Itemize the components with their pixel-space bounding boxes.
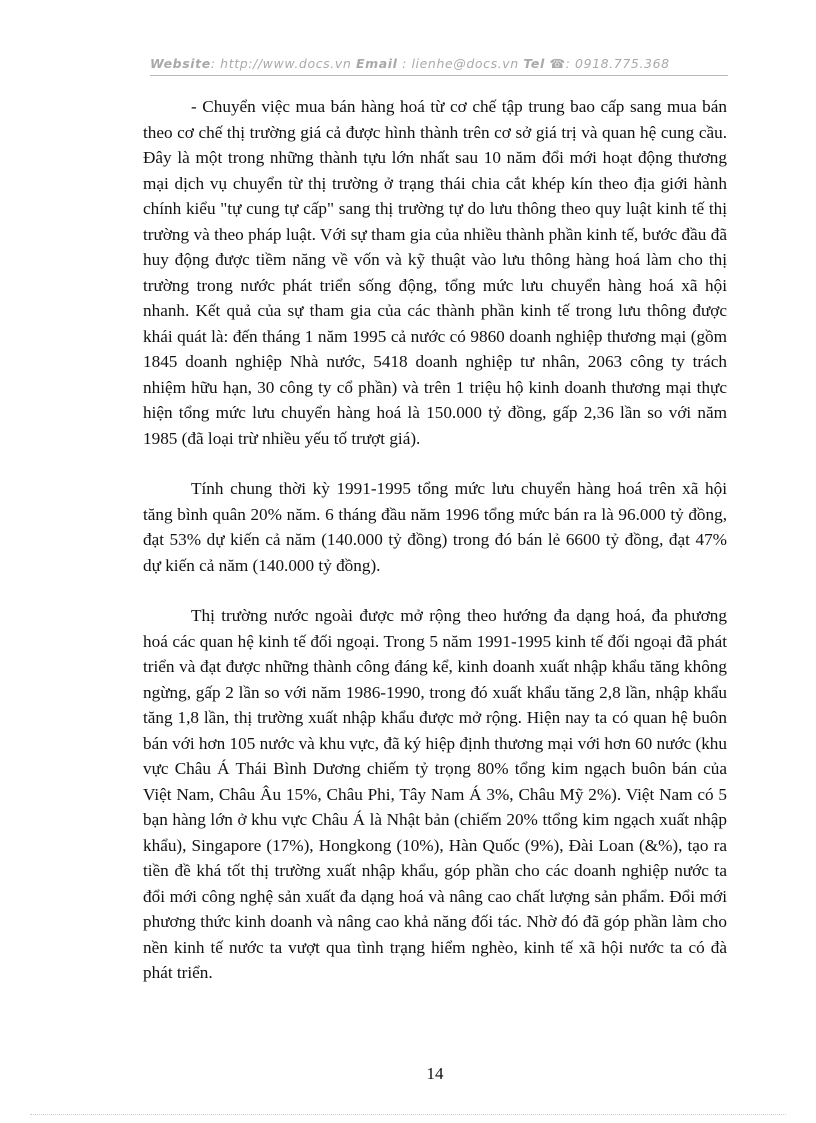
paragraph-trade-mechanism: - Chuyển việc mua bán hàng hoá từ cơ chế tập trung bao cấp sang mua bán theo cơ chế thị trường giá cả được hình thành trên cơ sở giá trị và quan hệ cung cầu. Đây là một trong những thành tựu lớn nhất sau 10 năm đổi mới hoạt động thương mại dịch vụ chuyển từ thị trường ở trạng thái chia cắt khép kín theo địa giới hành chính kiểu "tự cung tự cấp" sang thị trường tự do lưu thông theo quy luật kinh tế thị trường và theo pháp luật. Với sự tham gia của nhiều thành phần kinh tế, bước đầu đã huy động được tiềm năng về vốn và kỹ thuật vào lưu thông hàng hoá làm cho thị trường trong nước phát triển sống động, tổng mức lưu chuyển hàng hoá xã hội nhanh. Kết quả của sự tham gia của các thành phần kinh tế trong lưu thông được khái quát là: đến tháng 1 năm 1995 cả nước có 9860 doanh nghiệp thương mại (gồm 1845 doanh nghiệp Nhà nước, 5418 doanh nghiệp tư nhân, 2063 công ty trách nhiệm hữu hạn, 30 công ty cổ phần) và trên 1 triệu hộ kinh doanh thương mại thực hiện tổng mức lưu chuyển hàng hoá là 150.000 tỷ đồng, gấp 2,36 lần so với năm 1985 (đã loại trừ nhiều yếu tố trượt giá). xyxy=(143,97,727,448)
website-value: : http://www.docs.vn xyxy=(210,56,356,71)
header-divider xyxy=(150,75,728,76)
paragraph-retail-totals: Tính chung thời kỳ 1991-1995 tổng mức lưu chuyển hàng hoá trên xã hội tăng bình quân 20% năm. 6 tháng đầu năm 1996 tổng mức bán ra là 96.000 tỷ đồng, đạt 53% dự kiến cả năm (140.000 tỷ đồng) trong đó bán lẻ 6600 tỷ đồng, đạt 47% dự kiến cả năm (140.000 tỷ đồng). xyxy=(143,479,727,575)
tel-value: ☎: 0918.775.368 xyxy=(544,56,670,71)
page-number: 14 xyxy=(426,1064,444,1083)
tel-label: Tel xyxy=(523,56,545,71)
footer-divider xyxy=(30,1114,786,1115)
page-header xyxy=(150,56,730,71)
document-body xyxy=(143,94,727,986)
email-label: Email xyxy=(355,56,398,71)
email-value: : lienhe@docs.vn xyxy=(397,56,524,71)
website-label: Website xyxy=(150,56,211,71)
paragraph-foreign-markets: Thị trường nước ngoài được mở rộng theo hướng đa dạng hoá, đa phương hoá các quan hệ kinh tế đối ngoại. Trong 5 năm 1991-1995 kinh tế đối ngoại đã phát triển và đạt được những thành công đáng kể, kinh doanh xuất nhập khẩu tăng không ngừng, gấp 2 lần so với năm 1986-1990, trong đó xuất khẩu tăng 2,8 lần, nhập khẩu tăng 1,8 lần, thị trường xuất nhập khẩu được mở rộng. Hiện nay ta có quan hệ buôn bán với hơn 105 nước và khu vực, đã ký hiệp định thương mại với hơn 60 nước (khu vực Châu Á Thái Bình Dương chiếm tỷ trọng 80% tổng kim ngạch buôn bán của Việt Nam, Châu Âu 15%, Châu Phi, Tây Nam Á 3%, Châu Mỹ 2%). Việt Nam có 5 bạn hàng lớn ở khu vực Châu Á là Nhật bản (chiếm 20% ttổng kim ngạch xuất nhập khẩu), Singapore (17%), Hongkong (10%), Hàn Quốc (9%), Đài Loan (&%), tạo ra tiền đề khá tốt thị trường xuất nhập khẩu, góp phần cho các doanh nghiệp nước ta đổi mới công nghệ sản xuất đa dạng hoá và nâng cao chất lượng sản phẩm. Đổi mới phương thức kinh doanh và nâng cao khả năng đối tác. Nhờ đó đã góp phần làm cho nền kinh tế nước ta vượt qua tình trạng hiểm nghèo, kinh tế xã hội nước ta có đà phát triển. xyxy=(143,606,727,982)
